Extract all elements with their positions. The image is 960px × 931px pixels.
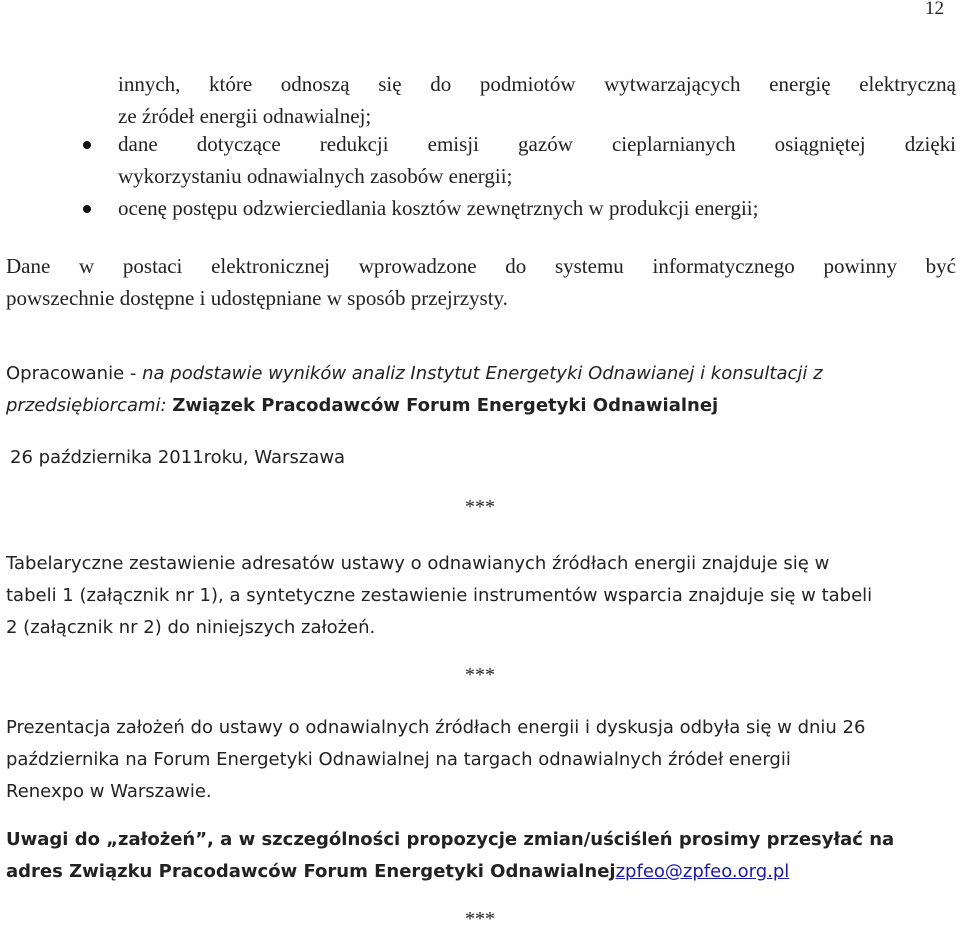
- bullet-dot-icon: [83, 141, 91, 149]
- separator-stars: ***: [465, 908, 495, 930]
- paragraph-presentation-line-3: Renexpo w Warszawie.: [6, 781, 212, 802]
- paragraph-presentation-line-1: Prezentacja założeń do ustawy o odnawialnych źródłach energii i dyskusja odbyła się w dniu 26: [6, 717, 866, 738]
- credits-italic-line-2: przedsiębiorcami:: [6, 395, 173, 416]
- paragraph-public-data: [6, 250, 956, 314]
- bullet-continuation-line-2: ze źródeł energii odnawialnej;: [118, 104, 372, 128]
- paragraph-remarks-line-2: adres Związku Pracodawców Forum Energetyki Odnawialnej: [6, 861, 616, 882]
- paragraph-tables-line-1: Tabelaryczne zestawienie adresatów ustawy o odnawianych źródłach energii znajduje się w: [6, 553, 830, 574]
- bullet-dot-icon: [83, 205, 91, 213]
- paragraph-presentation-line-2: października na Forum Energetyki Odnawialnej na targach odnawialnych źródeł energii: [6, 749, 791, 770]
- bullet-item-costs: [118, 192, 956, 224]
- paragraph-tables: [6, 548, 956, 644]
- paragraph-public-data-line-2: powszechnie dostępne i udostępniane w sposób przejrzysty.: [6, 286, 508, 310]
- bullet-item-emissions-line-2: wykorzystaniu odnawialnych zasobów energii;: [118, 164, 513, 188]
- email-link[interactable]: zpfeo@zpfeo.org.pl: [615, 861, 790, 882]
- date-place: 26 października 2011roku, Warszawa: [10, 447, 346, 468]
- paragraph-presentation: [6, 712, 956, 808]
- paragraph-remarks: [6, 824, 956, 888]
- page-number: 12: [925, 0, 944, 19]
- bullet-item-emissions: [118, 128, 956, 192]
- bullet-item-costs-line: ocenę postępu odzwierciedlania kosztów zewnętrznych w produkcji energii;: [118, 196, 759, 220]
- credits-organization: Związek Pracodawców Forum Energetyki Odnawialnej: [172, 395, 719, 416]
- paragraph-public-data-line-1: Dane w postaci elektronicznej wprowadzone do systemu informatycznego powinny być: [6, 254, 956, 278]
- credits: [6, 358, 956, 422]
- bullet-item-emissions-line-1: dane dotyczące redukcji emisji gazów cieplarnianych osiągniętej dzięki: [118, 132, 956, 156]
- separator-stars: ***: [465, 496, 495, 518]
- paragraph-remarks-line-1: Uwagi do „założeń”, a w szczególności propozycje zmian/uściśleń prosimy przesyłać na: [6, 829, 895, 850]
- bullet-continuation-line-1: innych, które odnoszą się do podmiotów wytwarzających energię elektryczną: [118, 72, 956, 96]
- paragraph-tables-line-2: tabeli 1 (załącznik nr 1), a syntetyczne zestawienie instrumentów wsparcia znajduje się w tabeli: [6, 585, 873, 606]
- credits-label: Opracowanie -: [6, 363, 143, 384]
- credits-italic-line-1: na podstawie wyników analiz Instytut Energetyki Odnawianej i konsultacji z: [142, 363, 823, 384]
- bullet-continuation: [118, 68, 956, 132]
- separator-stars: ***: [465, 664, 495, 686]
- paragraph-tables-line-3: 2 (załącznik nr 2) do niniejszych założeń.: [6, 617, 376, 638]
